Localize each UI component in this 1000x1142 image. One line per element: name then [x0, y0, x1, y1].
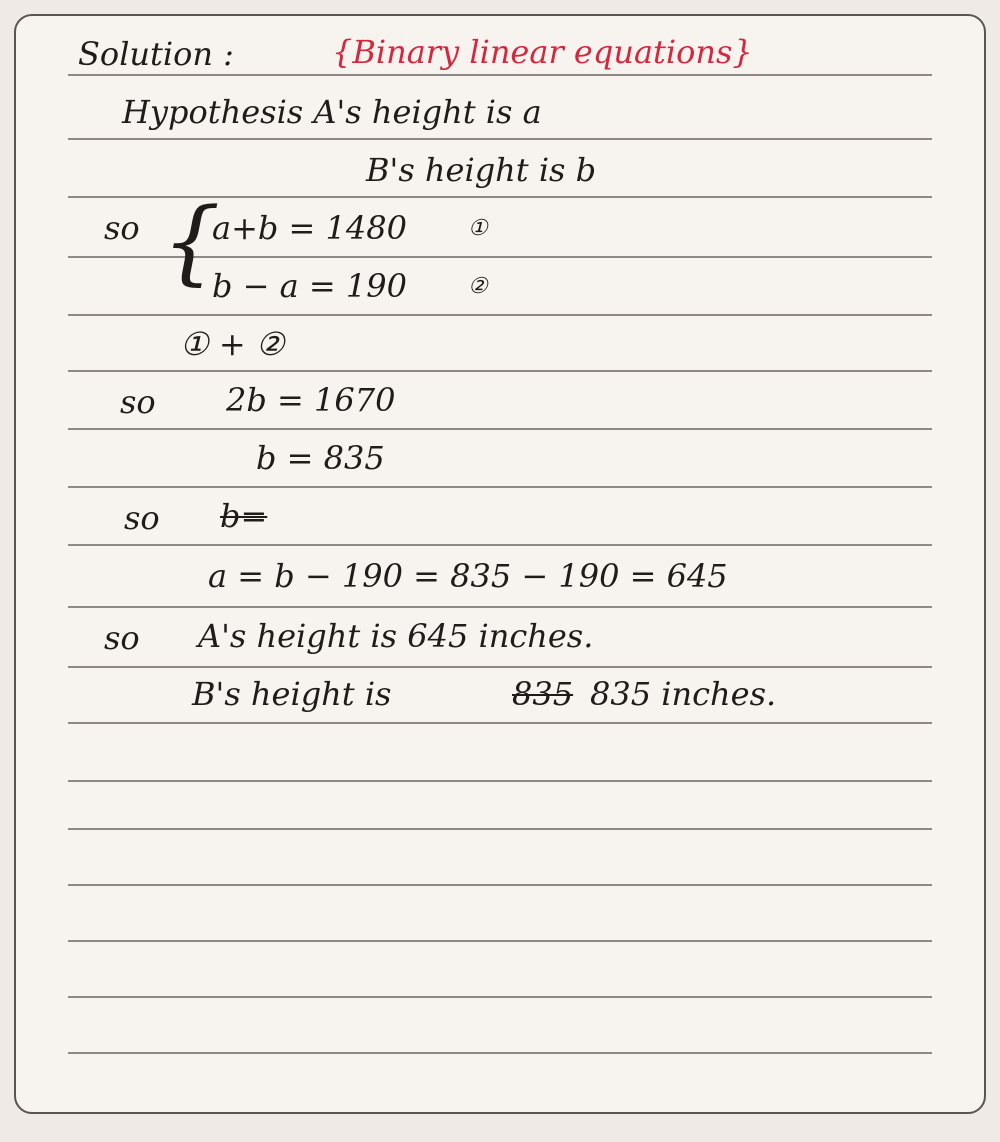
ruled-line [68, 74, 932, 76]
system-brace: { [162, 188, 221, 295]
ruled-line [68, 486, 932, 488]
step-substitute: a = b − 190 = 835 − 190 = 645 [208, 557, 728, 595]
answer-b-start: B's height is [192, 675, 392, 713]
combine-step: ① + ② [180, 325, 285, 363]
ruled-line [68, 314, 932, 316]
so-label: so [124, 499, 160, 537]
step-double: 2b = 1670 [226, 381, 396, 419]
so-label: so [104, 619, 140, 657]
ruled-line [68, 606, 932, 608]
answer-a: A's height is 645 inches. [198, 617, 594, 655]
step-single: b = 835 [256, 439, 385, 477]
hypothesis-line: Hypothesis A's height is a [122, 93, 542, 131]
answer-b-end: 835 inches. [590, 675, 777, 713]
ruled-line [68, 1052, 932, 1054]
solution-label: Solution : [78, 35, 234, 73]
ruled-line [68, 780, 932, 782]
equation-2-tag: ② [468, 274, 488, 299]
ruled-line [68, 544, 932, 546]
ruled-line [68, 940, 932, 942]
ruled-line [68, 666, 932, 668]
answer-b-crossed: 835 [512, 675, 574, 713]
topic-title: {Binary linear equations} [332, 33, 753, 71]
ruled-line [68, 722, 932, 724]
so-label: so [104, 209, 140, 247]
ruled-line [68, 828, 932, 830]
so-label: so [120, 383, 156, 421]
crossed-out-text: b= [220, 497, 268, 535]
equation-2: b − a = 190 [212, 267, 407, 305]
equation-1: a+b = 1480 [212, 209, 407, 247]
notebook-page [14, 14, 986, 1114]
ruled-line [68, 996, 932, 998]
hypothesis-line-b: B's height is b [366, 151, 597, 189]
ruled-line [68, 884, 932, 886]
ruled-line [68, 138, 932, 140]
ruled-line [68, 428, 932, 430]
equation-1-tag: ① [468, 216, 488, 241]
ruled-line [68, 370, 932, 372]
